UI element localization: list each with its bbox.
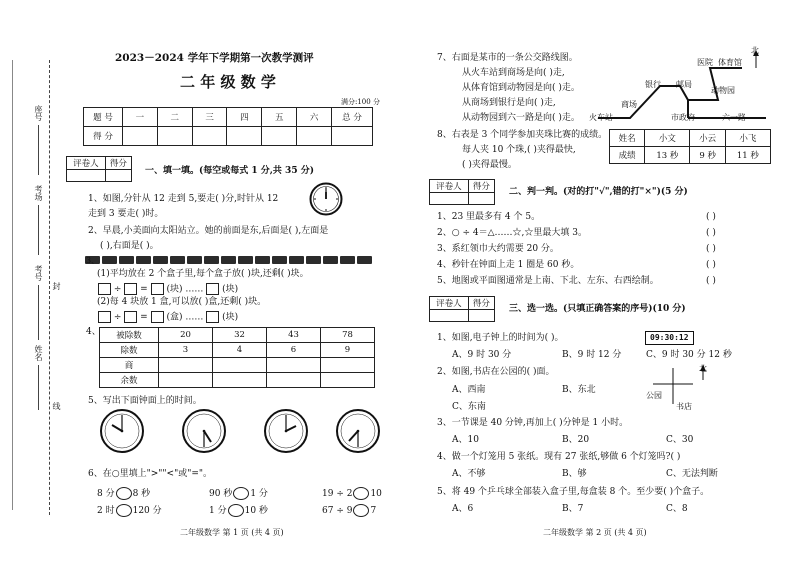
- digital-clock: 09:30:12: [645, 331, 694, 345]
- station-mall: 商场: [621, 100, 637, 109]
- grader-label: 得分: [468, 297, 494, 310]
- q8-line3: ( )夹得最慢。: [462, 160, 517, 170]
- section1-title: 一、填一填。(每空或每式 1 分,共 35 分): [145, 166, 314, 176]
- station-hospital: 医院: [697, 58, 713, 67]
- choice-q3: 3、一节课是 40 分钟,再加上( )分钟是 1 小时。: [437, 418, 629, 428]
- page2-footer: 二年级数学 第 2 页 (共 4 页): [543, 528, 647, 537]
- grader-cell[interactable]: [468, 310, 494, 322]
- eq-sign: =: [140, 284, 148, 295]
- q4-cell: 20: [159, 328, 213, 343]
- unit: (块): [166, 284, 183, 295]
- grader-box-3: [429, 296, 495, 322]
- blank-box[interactable]: [98, 283, 111, 295]
- q7-line-b: 从体育馆到动物园是向( )走。: [462, 83, 580, 93]
- score-cell[interactable]: [192, 127, 227, 146]
- grader-label: 评卷人: [67, 157, 106, 170]
- blank-box[interactable]: [124, 283, 137, 295]
- compass-north: 北: [699, 364, 707, 373]
- compare-oval[interactable]: [116, 504, 132, 517]
- score-cell[interactable]: [297, 127, 332, 146]
- judge-answer[interactable]: ( ): [706, 244, 716, 254]
- q6-item: 19 ÷ 2 10: [322, 489, 382, 499]
- q6-item: 90 秒 1 分: [209, 489, 268, 499]
- station-road: 六一路: [722, 113, 746, 122]
- q4-cell: 3: [159, 343, 213, 358]
- q8-cell: 成绩: [610, 147, 645, 164]
- clock-3: [265, 410, 307, 452]
- grader-cell[interactable]: [105, 170, 131, 182]
- judge-item: 1、23 里最多有 4 个 5。: [437, 212, 541, 222]
- q7-line-c: 从商场到银行是向( )走,: [462, 98, 556, 108]
- exam-title: 2023－2024 学年下学期第一次教学测评: [115, 52, 314, 64]
- q4-answer-cell[interactable]: [213, 373, 267, 388]
- unit: (盒): [166, 312, 183, 323]
- q5-text: 5、写出下面钟面上的时间。: [88, 396, 202, 406]
- score-head: 总 分: [332, 108, 373, 127]
- compass-park: 公园: [646, 391, 662, 400]
- score-head: 题 号: [84, 108, 123, 127]
- q6-item: 8 分 8 秒: [97, 489, 151, 499]
- binding-dash-line: [49, 60, 50, 515]
- q6-item: 1 分 10 秒: [209, 506, 268, 516]
- binding-label-line: 线: [52, 402, 61, 410]
- choice-option[interactable]: C、8: [666, 504, 688, 514]
- binding-line-seat: [38, 125, 39, 175]
- score-head: 二: [157, 108, 192, 127]
- choice-option[interactable]: C、无法判断: [666, 469, 718, 479]
- q4-answer-cell[interactable]: [213, 358, 267, 373]
- q4-cell: 78: [321, 328, 375, 343]
- div-sign: ÷: [113, 312, 122, 323]
- station-post: 邮局: [676, 80, 692, 89]
- choice-option[interactable]: C、东南: [452, 402, 486, 412]
- score-head: 三: [192, 108, 227, 127]
- score-head: 五: [262, 108, 297, 127]
- score-cell[interactable]: [227, 127, 262, 146]
- q6-item: 67 ÷ 9 7: [322, 506, 377, 516]
- grader-cell[interactable]: [67, 170, 106, 182]
- q1-line2: 走到 3 要走( )时。: [88, 209, 164, 219]
- q4-cell: 除数: [100, 343, 159, 358]
- rem-sign: ……: [185, 312, 204, 323]
- blank-box[interactable]: [98, 311, 111, 323]
- station-zoo: 动物园: [711, 86, 735, 95]
- full-score: 满分:100 分: [341, 98, 380, 106]
- grader-label: 评卷人: [430, 180, 469, 193]
- binding-label-number: 考号: [34, 265, 43, 281]
- binding-cut-line: [12, 60, 13, 510]
- compare-oval[interactable]: [228, 504, 244, 517]
- binding-line-name: [38, 365, 39, 410]
- choice-q5: 5、将 49 个乒乓球全部装入盒子里,每盒装 8 个。至少要( )个盒子。: [437, 487, 710, 497]
- score-head: 一: [123, 108, 158, 127]
- compare-oval[interactable]: [233, 487, 249, 500]
- q8-line1: 8、右表是 3 个同学参加夹珠比赛的成绩。: [437, 130, 608, 140]
- binding-line-number: [38, 285, 39, 340]
- q7-text: 7、右面是某市的一条公交路线图。: [437, 53, 578, 63]
- station-gym: 体育馆: [718, 58, 742, 67]
- choice-option[interactable]: A、6: [452, 504, 474, 514]
- q4-table: [99, 327, 375, 388]
- q3-blocks: [85, 254, 377, 266]
- grader-cell[interactable]: [430, 193, 469, 205]
- section2-title: 二、判一判。(对的打"√",错的打"×")(5 分): [509, 187, 688, 197]
- score-head: 四: [227, 108, 262, 127]
- judge-answer[interactable]: ( ): [706, 212, 716, 222]
- choice-option[interactable]: A、西南: [452, 385, 486, 395]
- judge-item: 3、系红领巾大约需要 20 分。: [437, 244, 559, 254]
- score-cell[interactable]: [262, 127, 297, 146]
- section3-title: 三、选一选。(只填正确答案的序号)(10 分): [509, 304, 686, 314]
- q4-cell: 被除数: [100, 328, 159, 343]
- grader-label: 得分: [468, 180, 494, 193]
- q8-cell: 11 秒: [725, 147, 770, 164]
- compare-oval[interactable]: [353, 487, 369, 500]
- q3b-equation: [98, 311, 238, 323]
- station-train: 火车站: [589, 113, 613, 122]
- q4-answer-cell[interactable]: [321, 358, 375, 373]
- q8-line2: 每人夹 10 个珠,( )夹得最快,: [462, 145, 576, 155]
- q4-answer-cell[interactable]: [159, 373, 213, 388]
- q8-cell: 小文: [645, 130, 690, 147]
- grader-box-1: [66, 156, 132, 182]
- q8-cell: 小飞: [725, 130, 770, 147]
- q1-clock: [309, 182, 343, 216]
- q7-line-a: 从火车站到商场是向( )走,: [462, 68, 565, 78]
- q2-line2: ( ),右面是( )。: [100, 241, 159, 251]
- clock-1: [101, 410, 143, 452]
- q3-index: 3、: [86, 256, 100, 265]
- q6-text: 6、在○里填上">""<"或"="。: [88, 469, 213, 479]
- q4-answer-cell[interactable]: [321, 373, 375, 388]
- q4-cell: 32: [213, 328, 267, 343]
- score-cell[interactable]: [332, 127, 373, 146]
- q1-line1: 1、如图,分针从 12 走到 5,要走( )分,时针从 12: [88, 194, 279, 204]
- judge-answer[interactable]: ( ): [706, 228, 716, 238]
- choice-option[interactable]: B、东北: [562, 385, 596, 395]
- score-cell[interactable]: [123, 127, 158, 146]
- q4-cell: 6: [267, 343, 321, 358]
- q4-cell: 43: [267, 328, 321, 343]
- judge-item: 5、地图或平面图通常是上南、下北、左东、右西绘制。: [437, 276, 659, 286]
- blank-box[interactable]: [151, 311, 164, 323]
- compare-oval[interactable]: [116, 487, 132, 500]
- judge-item: 2、○ ÷ 4＝△……☆,☆里最大填 3。: [437, 228, 587, 238]
- score-table: [83, 107, 373, 146]
- q4-answer-cell[interactable]: [267, 373, 321, 388]
- judge-answer[interactable]: ( ): [706, 276, 716, 286]
- q4-label: 4、: [86, 327, 101, 337]
- binding-label-room: 考场: [34, 185, 43, 201]
- q4-cell: 商: [100, 358, 159, 373]
- q8-cell: 小云: [690, 130, 725, 147]
- unit: (块): [222, 312, 239, 323]
- blank-box[interactable]: [124, 311, 137, 323]
- q4-cell: 余数: [100, 373, 159, 388]
- q8-cell: 13 秒: [645, 147, 690, 164]
- choice-option[interactable]: B、9 时 12 分: [562, 350, 622, 360]
- choice-option[interactable]: B、7: [562, 504, 584, 514]
- clock-4: [337, 410, 379, 452]
- q4-answer-cell[interactable]: [267, 358, 321, 373]
- compare-oval[interactable]: [353, 504, 369, 517]
- choice-q1: 1、如图,电子钟上的时间为( )。: [437, 333, 564, 343]
- q6-item: 2 时 120 分: [97, 506, 162, 516]
- grader-label: 评卷人: [430, 297, 469, 310]
- choice-option[interactable]: C、30: [666, 435, 694, 445]
- subject-title: 二 年 级 数 学: [180, 73, 276, 91]
- q2-line1: 2、早晨,小美面向太阳站立。她的前面是东,后面是( ),左面是: [88, 226, 329, 236]
- grader-cell[interactable]: [430, 310, 469, 322]
- q8-table: [609, 129, 771, 164]
- binding-label-name: 姓名: [34, 345, 43, 361]
- choice-option[interactable]: C、9 时 30 分 12 秒: [646, 350, 732, 360]
- rem-sign: ……: [185, 284, 204, 295]
- judge-item: 4、秒针在钟面上走 1 圈是 60 秒。: [437, 260, 580, 270]
- blank-box[interactable]: [206, 311, 219, 323]
- div-sign: ÷: [113, 284, 122, 295]
- choice-option[interactable]: A、9 时 30 分: [452, 350, 512, 360]
- compass-store: 书店: [676, 402, 692, 411]
- q3a-text: (1)平均放在 2 个盒子里,每个盒子放( )块,还剩( )块。: [97, 269, 309, 279]
- north-label: 北: [751, 46, 759, 55]
- grader-cell[interactable]: [468, 193, 494, 205]
- q3a-equation: [98, 283, 238, 295]
- grader-label: 得分: [105, 157, 131, 170]
- blank-box[interactable]: [206, 283, 219, 295]
- page1-footer: 二年级数学 第 1 页 (共 4 页): [180, 528, 284, 537]
- choice-q4: 4、做一个灯笼用 5 张纸。现有 27 张纸,够做 6 个灯笼吗?( ): [437, 452, 681, 462]
- q4-cell: 9: [321, 343, 375, 358]
- q4-cell: 4: [213, 343, 267, 358]
- station-bank: 银行: [645, 80, 661, 89]
- q5-clocks: [98, 408, 382, 454]
- eq-sign: =: [140, 312, 148, 323]
- binding-label-seat: 座号: [34, 105, 43, 121]
- judge-answer[interactable]: ( ): [706, 260, 716, 270]
- score-head: 六: [297, 108, 332, 127]
- choice-q2: 2、如图,书店在公园的( )面。: [437, 367, 555, 377]
- q8-cell: 姓名: [610, 130, 645, 147]
- unit: (块): [222, 284, 239, 295]
- score-cell[interactable]: [157, 127, 192, 146]
- choice-option[interactable]: B、够: [562, 469, 587, 479]
- grader-box-2: [429, 179, 495, 205]
- binding-line-room: [38, 205, 39, 255]
- q7-line-d: 从动物园到六一路是向( )走。: [462, 113, 580, 123]
- clock-2: [183, 410, 225, 452]
- score-row-label: 得 分: [84, 127, 123, 146]
- blank-box[interactable]: [151, 283, 164, 295]
- binding-label-seal: 封: [52, 282, 61, 290]
- choice-option[interactable]: B、20: [562, 435, 590, 445]
- choice-option[interactable]: A、10: [452, 435, 479, 445]
- choice-option[interactable]: A、不够: [452, 469, 486, 479]
- q3b-text: (2)每 4 块放 1 盒,可以放( )盒,还剩( )块。: [97, 297, 267, 307]
- q8-cell: 9 秒: [690, 147, 725, 164]
- q4-answer-cell[interactable]: [159, 358, 213, 373]
- station-cityhall: 市政府: [671, 113, 695, 122]
